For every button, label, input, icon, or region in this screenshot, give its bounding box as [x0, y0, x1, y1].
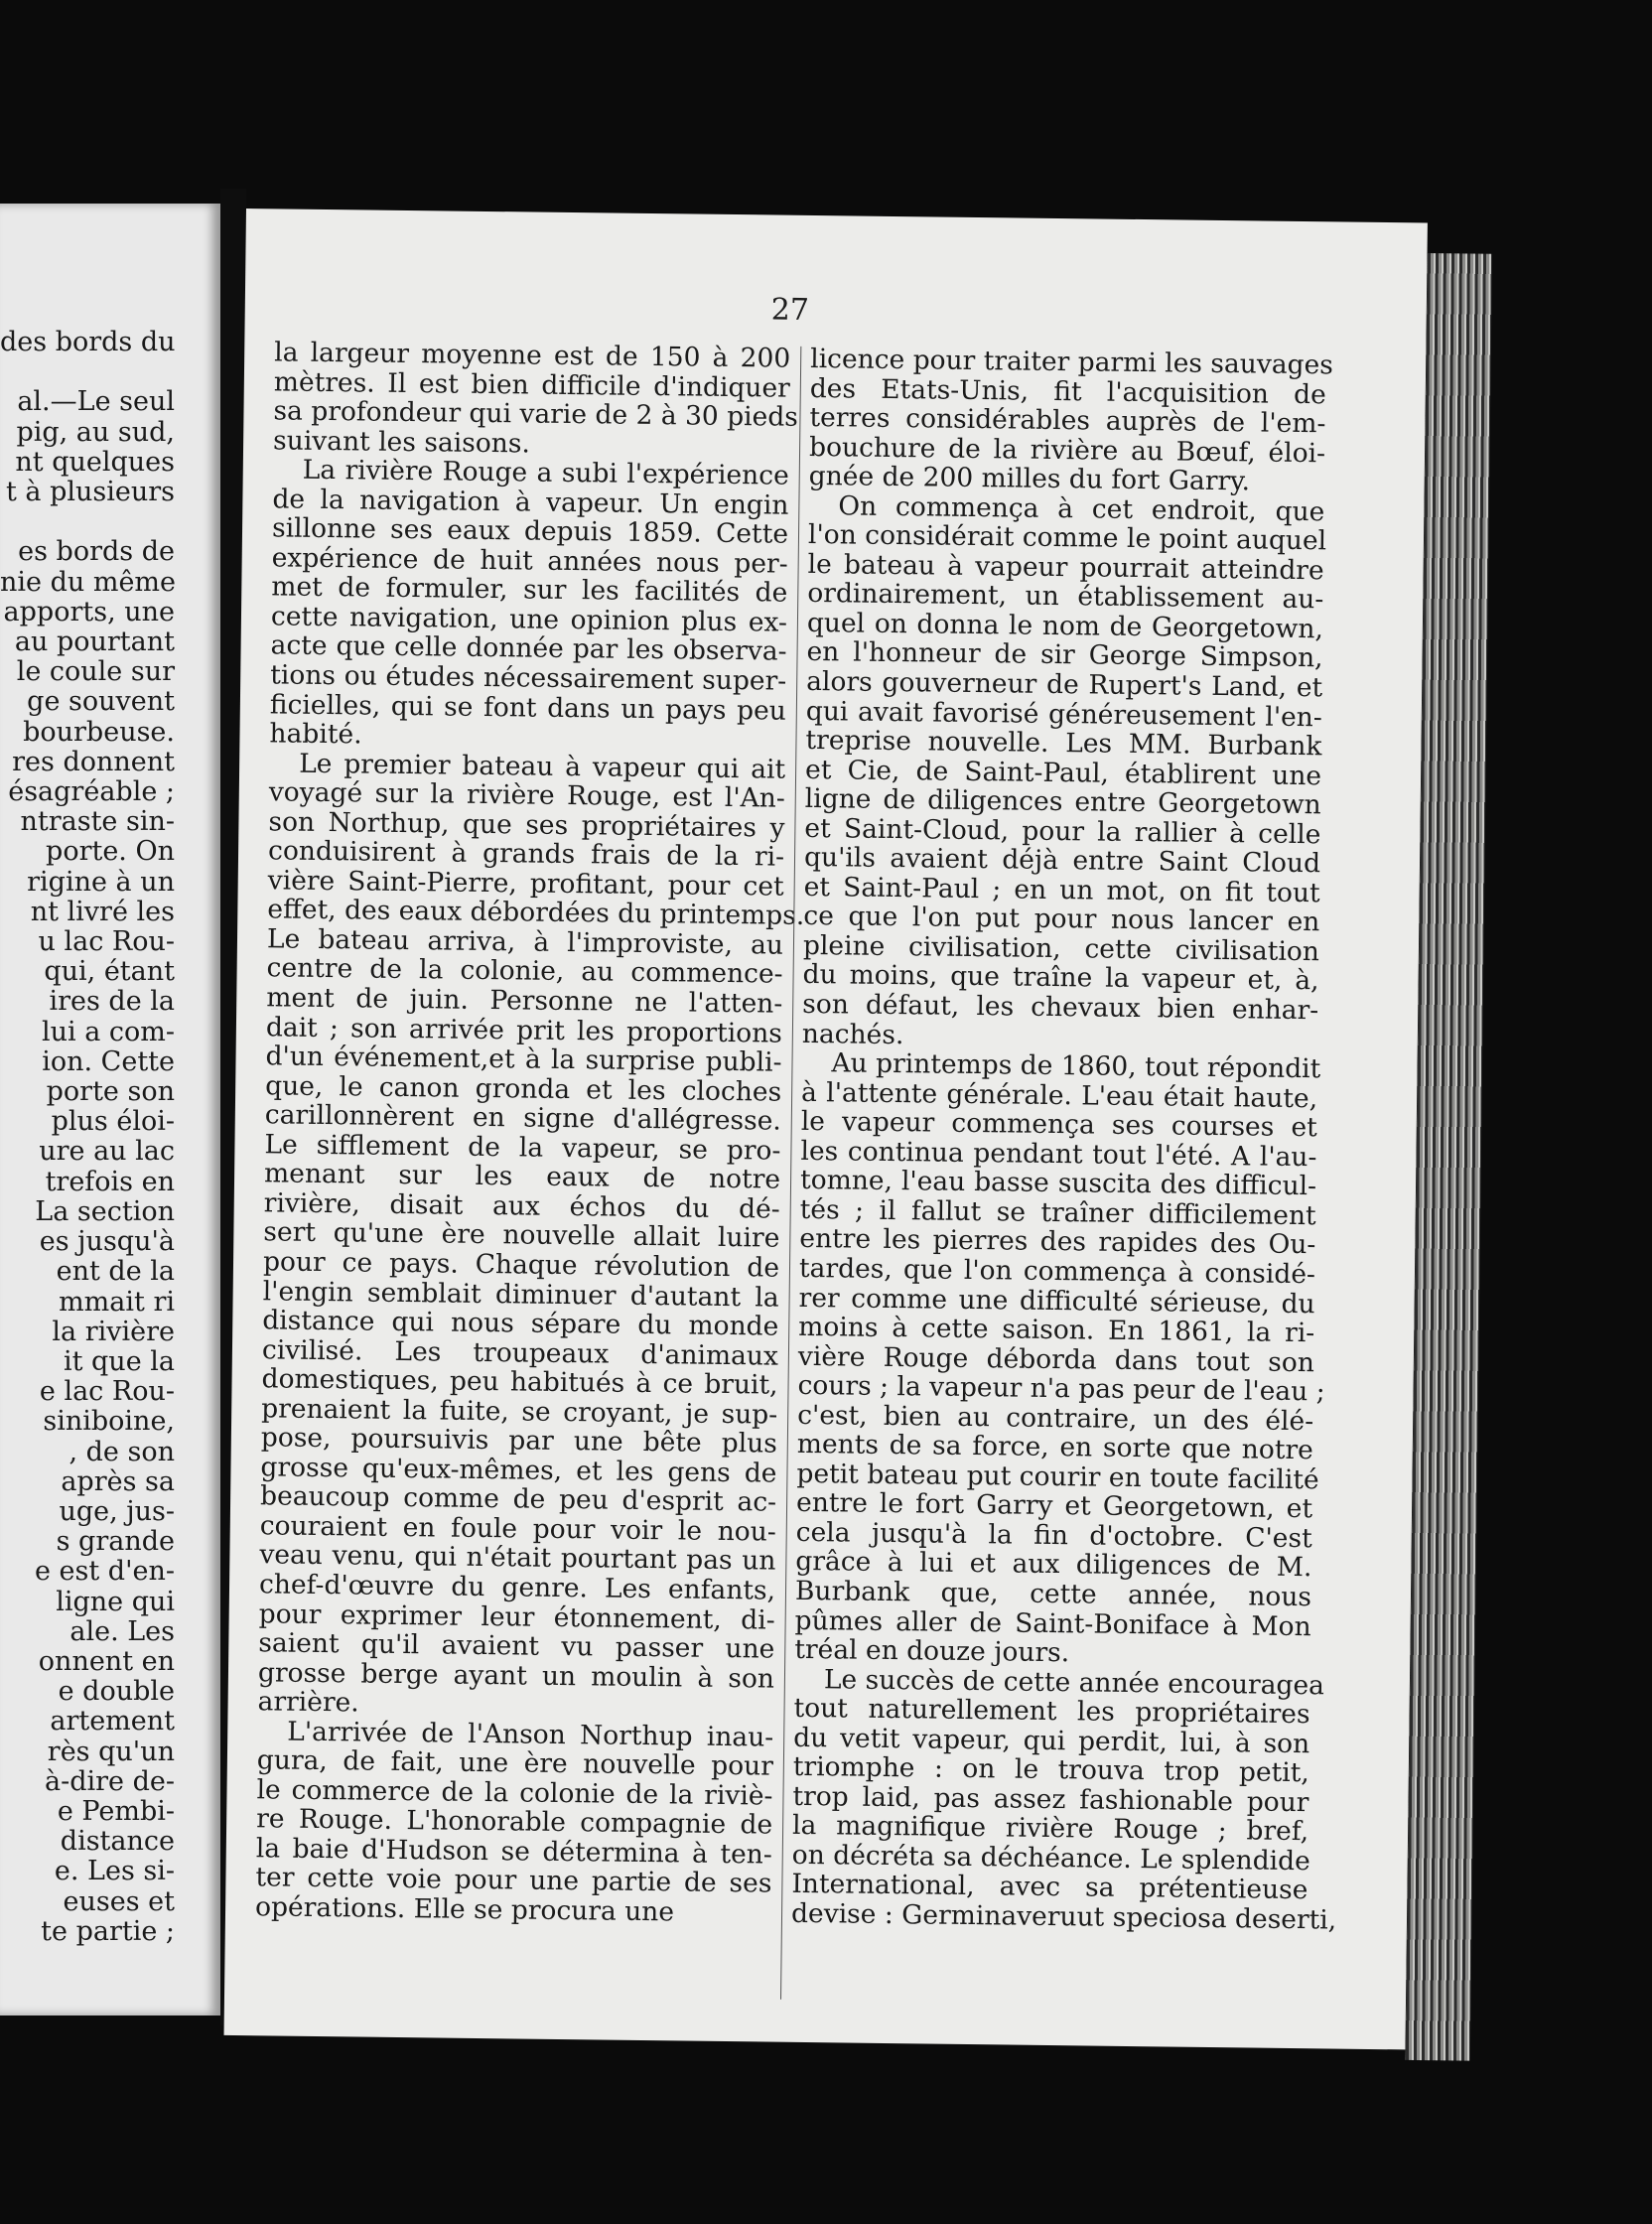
text-line: couraient en foule pour voir le nou- — [259, 1510, 776, 1548]
fragment-line: res donnent — [12, 746, 175, 777]
text-line: Au printemps de 1860, tout répondit — [831, 1047, 1321, 1085]
fragment-line: au pourtant — [14, 626, 175, 658]
text-line: effet, des eaux débordées du printemps. — [267, 894, 805, 932]
text-line: tout naturellement les propriétaires — [793, 1693, 1310, 1731]
text-line: l'engin semblait diminuer d'autant la — [262, 1275, 779, 1314]
fragment-line: plus éloi- — [51, 1106, 175, 1138]
text-line: ligne de diligences entre Georgetown — [804, 783, 1321, 821]
text-line: le bateau à vapeur pourrait atteindre — [807, 548, 1324, 587]
fragment-line: e lac Rou- — [39, 1376, 175, 1408]
fragment-line: euses et — [63, 1885, 175, 1917]
text-line: cette navigation, une opinion plus ex- — [270, 601, 788, 638]
text-line: International, avec sa prétentieuse — [791, 1869, 1308, 1906]
text-line: trop laid, pas assez fashionable pour — [792, 1780, 1309, 1818]
text-line: ments de sa force, en sorte que notre — [796, 1429, 1313, 1466]
fragment-line: mmait ri — [59, 1286, 175, 1318]
fragment-line: e est d'en- — [34, 1556, 175, 1588]
text-line: gnée de 200 milles du fort Garry. — [808, 461, 1251, 497]
page-number: 27 — [770, 292, 810, 328]
text-line: acte que celle donnée par les observa- — [270, 629, 787, 668]
text-line: re Rouge. L'honorable compagnie de — [255, 1803, 773, 1841]
text-line: terres considérables auprès de l'em- — [809, 402, 1326, 440]
text-line: tréal en douze jours. — [794, 1633, 1070, 1669]
text-line: le commerce de la colonie de la riviè- — [256, 1774, 773, 1812]
text-line: L'arrivée de l'Anson Northup inau- — [287, 1716, 774, 1753]
text-line: ter cette voie pour une partie de ses — [255, 1862, 772, 1900]
fragment-line: al.—Le seul — [17, 386, 175, 418]
text-line: vière Saint-Pierre, profitant, pour cet — [267, 865, 784, 903]
text-line: ment de juin. Personne ne l'atten- — [266, 982, 783, 1020]
left-page-text — [0, 328, 175, 1947]
fragment-line: te partie ; — [41, 1915, 175, 1947]
fragment-line: bourbeuse. — [23, 716, 175, 748]
text-line: centre de la colonie, au commence- — [266, 952, 783, 991]
fragment-line: après sa — [61, 1465, 175, 1497]
text-line: vière Rouge déborda dans tout son — [797, 1340, 1315, 1378]
text-line: que, le canon gronda et les cloches — [265, 1069, 782, 1108]
fragment-line: porte. On — [46, 836, 175, 868]
text-line: tés ; il fallut se traîner difficilement — [799, 1193, 1316, 1232]
fragment-line: nt quelques — [15, 446, 175, 478]
text-line: met de formuler, sur les facilités de — [271, 571, 788, 610]
text-line: ordinairement, un établissement au- — [807, 578, 1324, 616]
fragment-line: t à plusieurs — [5, 477, 175, 508]
page-27 — [224, 208, 1428, 2049]
fragment-line: , de son — [69, 1436, 175, 1467]
fragment-line: apports, une — [3, 596, 175, 627]
text-line: veau venu, qui n'était pourtant pas un — [259, 1539, 776, 1578]
text-line: nachés. — [801, 1018, 904, 1050]
fragment-line: rigine à un — [27, 866, 175, 898]
fragment-line: u lac Rou- — [38, 926, 175, 958]
text-column-left — [254, 337, 805, 1928]
fragment-line: ligne qui — [56, 1586, 175, 1617]
fragment-line: es jusqu'à — [39, 1226, 175, 1258]
text-line: carillonnèrent en signe d'allégresse. — [264, 1099, 781, 1137]
text-column-right — [790, 343, 1337, 1936]
text-line: grâce à lui et aux diligences de M. — [795, 1546, 1312, 1584]
text-line: grosse qu'eux-mêmes, et les gens de — [260, 1452, 777, 1489]
text-line: licence pour traiter parmi les sauvages — [810, 343, 1334, 381]
fragment-line: ires de la — [49, 986, 175, 1018]
text-line: cela jusqu'à la fin d'octobre. C'est — [795, 1516, 1312, 1555]
fragment-line: it que la — [63, 1345, 175, 1377]
text-line: gura, de fait, une ère nouvelle pour — [256, 1744, 774, 1782]
fragment-line: trefois en — [45, 1166, 175, 1197]
fragment-line: ntraste sin- — [20, 806, 175, 838]
text-line: grosse berge ayant un moulin à son — [257, 1656, 775, 1695]
text-line: civilisé. Les troupeaux d'animaux — [261, 1333, 779, 1372]
text-line: ce que l'on put pour nous lancer en — [803, 901, 1320, 938]
fragment-line: ésagréable ; — [8, 776, 175, 808]
fragment-line — [0, 507, 175, 537]
text-line: du moins, que traîne la vapeur et, à, — [802, 959, 1319, 997]
fragment-line: pig, au sud, — [16, 416, 175, 448]
text-line: petit bateau put courir en toute facilité — [796, 1458, 1319, 1496]
text-line: entre les pierres des rapides des Ou- — [799, 1223, 1316, 1261]
fragment-line: ent de la — [56, 1256, 175, 1288]
text-line: d'un événement,et à la surprise publi- — [265, 1041, 782, 1078]
fragment-line: porte son — [46, 1076, 175, 1108]
text-line: saient qu'il avaient vu passer une — [258, 1627, 775, 1665]
text-line: sillonne ses eaux depuis 1859. Cette — [271, 512, 789, 550]
text-line: beaucoup comme de peu d'esprit ac- — [259, 1480, 777, 1518]
fragment-line: ale. Les — [69, 1615, 175, 1647]
text-line: tomne, l'eau basse suscita des difficul- — [799, 1165, 1317, 1202]
text-line: la largeur moyenne est de 150 à 200 — [274, 337, 791, 374]
fragment-line: onnent en — [38, 1645, 175, 1677]
fragment-line: s grande — [56, 1526, 175, 1558]
text-line: prenaient la fuite, se croyant, je sup- — [261, 1392, 778, 1431]
fragment-line: ure au lac — [39, 1136, 175, 1168]
text-line: qui avait favorisé généreusement l'en- — [805, 695, 1323, 733]
fragment-line: qui, étant — [44, 956, 175, 988]
text-line: et Cie, de Saint-Paul, établirent une — [804, 754, 1322, 791]
text-line: ficielles, qui se font dans un pays peu — [269, 688, 787, 727]
text-line: Le premier bateau à vapeur qui ait — [298, 748, 786, 785]
text-line: On commença à cet endroit, que — [838, 490, 1325, 528]
text-line: devise : Germinaveruut speciosa deserti, — [790, 1897, 1337, 1936]
fragment-line: lui a com- — [41, 1016, 175, 1047]
text-line: des Etats-Unis, fit l'acquisition de — [809, 372, 1326, 410]
text-line: les continua pendant tout l'été. A l'au- — [800, 1135, 1317, 1174]
text-line: pour exprimer leur étonnement, di- — [258, 1598, 775, 1636]
text-line: menant sur les eaux de notre — [263, 1158, 781, 1195]
text-line: tions ou études nécessairement super- — [270, 659, 787, 697]
fragment-line: nie du même — [0, 566, 177, 598]
text-line: Le sifflement de la vapeur, se pro- — [264, 1129, 781, 1167]
text-line: quel on donna le nom de Georgetown, — [806, 607, 1324, 645]
text-line: rer comme une difficulté sérieuse, du — [798, 1282, 1315, 1320]
text-line: entre le fort Garry et Georgetown, et — [795, 1487, 1313, 1525]
text-line: son défaut, les chevaux bien enhar- — [802, 988, 1319, 1027]
fragment-line: uge, jus- — [59, 1495, 175, 1527]
fragment-line: distance — [60, 1826, 175, 1858]
fragment-line: nt livré les — [30, 896, 175, 927]
text-line: et Saint-Cloud, pour la rallier à celle — [804, 812, 1321, 851]
text-line: du vetit vapeur, qui perdit, lui, à son — [793, 1722, 1310, 1759]
text-line: domestiques, peu habitués à ce bruit, — [261, 1363, 778, 1401]
text-line: à l'attente générale. L'eau était haute, — [800, 1076, 1318, 1114]
text-line: de la navigation à vapeur. Un engin — [272, 484, 789, 521]
text-line: triomphe : on le trouva trop petit, — [792, 1751, 1310, 1789]
text-line: opérations. Elle se procura une — [254, 1891, 675, 1928]
fragment-line: la rivière — [52, 1316, 175, 1347]
fragment-line: des bords du — [0, 327, 176, 357]
fragment-line: rès qu'un — [47, 1736, 175, 1767]
text-line: La rivière Rouge a subi l'expérience — [302, 454, 789, 491]
fragment-line: e Pembi- — [57, 1795, 175, 1827]
text-line: conduisirent à grands frais de la ri- — [267, 835, 785, 873]
text-line: le vapeur commença ses courses et — [800, 1106, 1317, 1144]
text-line: pleine civilisation, cette civilisation — [802, 929, 1320, 968]
fragment-line: à-dire de- — [45, 1765, 175, 1797]
text-line: on décréta sa déchéance. Le splendide — [791, 1839, 1310, 1877]
fragment-line: e double — [58, 1676, 175, 1708]
left-page-fragment — [0, 204, 220, 2016]
text-line: expérience de huit années nous per- — [271, 542, 788, 580]
text-line: mètres. Il est bien difficile d'indiquer — [273, 365, 791, 404]
fragment-line: e. Les si- — [54, 1856, 175, 1887]
text-line: Le bateau arriva, à l'improviste, au — [266, 923, 784, 961]
text-line: l'on considérait comme le point auquel — [807, 519, 1327, 557]
text-line: alors gouverneur de Rupert's Land, et — [806, 665, 1323, 704]
text-line: qu'ils avaient déjà entre Saint Cloud — [803, 842, 1321, 880]
text-line: habité. — [269, 718, 362, 751]
fragment-line: artement — [50, 1706, 175, 1738]
text-line: son Northup, que ses propriétaires y — [268, 806, 785, 844]
fragment-line: ge souvent — [27, 686, 175, 718]
text-line: treprise nouvelle. Les MM. Burbank — [805, 725, 1322, 763]
fragment-line: siniboine, — [43, 1406, 175, 1438]
text-line: bouchure de la rivière au Bœuf, éloi- — [808, 431, 1326, 469]
text-line: arrière. — [257, 1686, 359, 1719]
text-line: et Saint-Paul ; en un mot, on fit tout — [803, 871, 1320, 909]
text-line: pûmes aller de Saint-Boniface à Mon — [794, 1604, 1311, 1642]
text-line: chef-d'œuvre du genre. Les enfants, — [258, 1569, 776, 1606]
text-line: tardes, que l'on commença à considé- — [798, 1252, 1316, 1291]
text-line: Le succès de cette année encouragea — [823, 1663, 1325, 1701]
text-line: rivière, disait aux échos du dé- — [263, 1187, 780, 1225]
text-line: pose, poursuivis par une bête plus — [260, 1422, 778, 1460]
text-line: sa profondeur qui varie de 2 à 30 pieds — [273, 395, 799, 433]
text-line: suivant les saisons. — [272, 424, 531, 460]
text-line: voyagé sur la rivière Rouge, est l'An- — [268, 776, 785, 814]
fragment-line — [0, 357, 175, 387]
text-line: Burbank que, cette année, nous — [794, 1575, 1312, 1613]
text-line: c'est, bien au contraire, un des élé- — [797, 1399, 1314, 1437]
text-line: la baie d'Hudson se détermina à ten- — [255, 1833, 772, 1871]
text-line: dait ; son arrivée prit les proportions — [265, 1011, 783, 1049]
fragment-line: es bords de — [18, 536, 175, 568]
fragment-line: La section — [35, 1195, 175, 1227]
fragment-line: ion. Cette — [42, 1045, 175, 1077]
fragment-line: le coule sur — [16, 656, 175, 688]
text-line: distance qui nous sépare du monde — [262, 1305, 779, 1342]
text-line: pour ce pays. Chaque révolution de — [262, 1246, 780, 1284]
text-line: sert qu'une ère nouvelle allait luire — [263, 1216, 780, 1255]
text-line: la magnifique rivière Rouge ; bref, — [791, 1810, 1309, 1848]
text-line: moins à cette saison. En 1861, la ri- — [798, 1311, 1315, 1349]
text-line: en l'honneur de sir George Simpson, — [806, 636, 1323, 674]
text-line: cours ; la vapeur n'a pas peur de l'eau ; — [797, 1370, 1325, 1408]
